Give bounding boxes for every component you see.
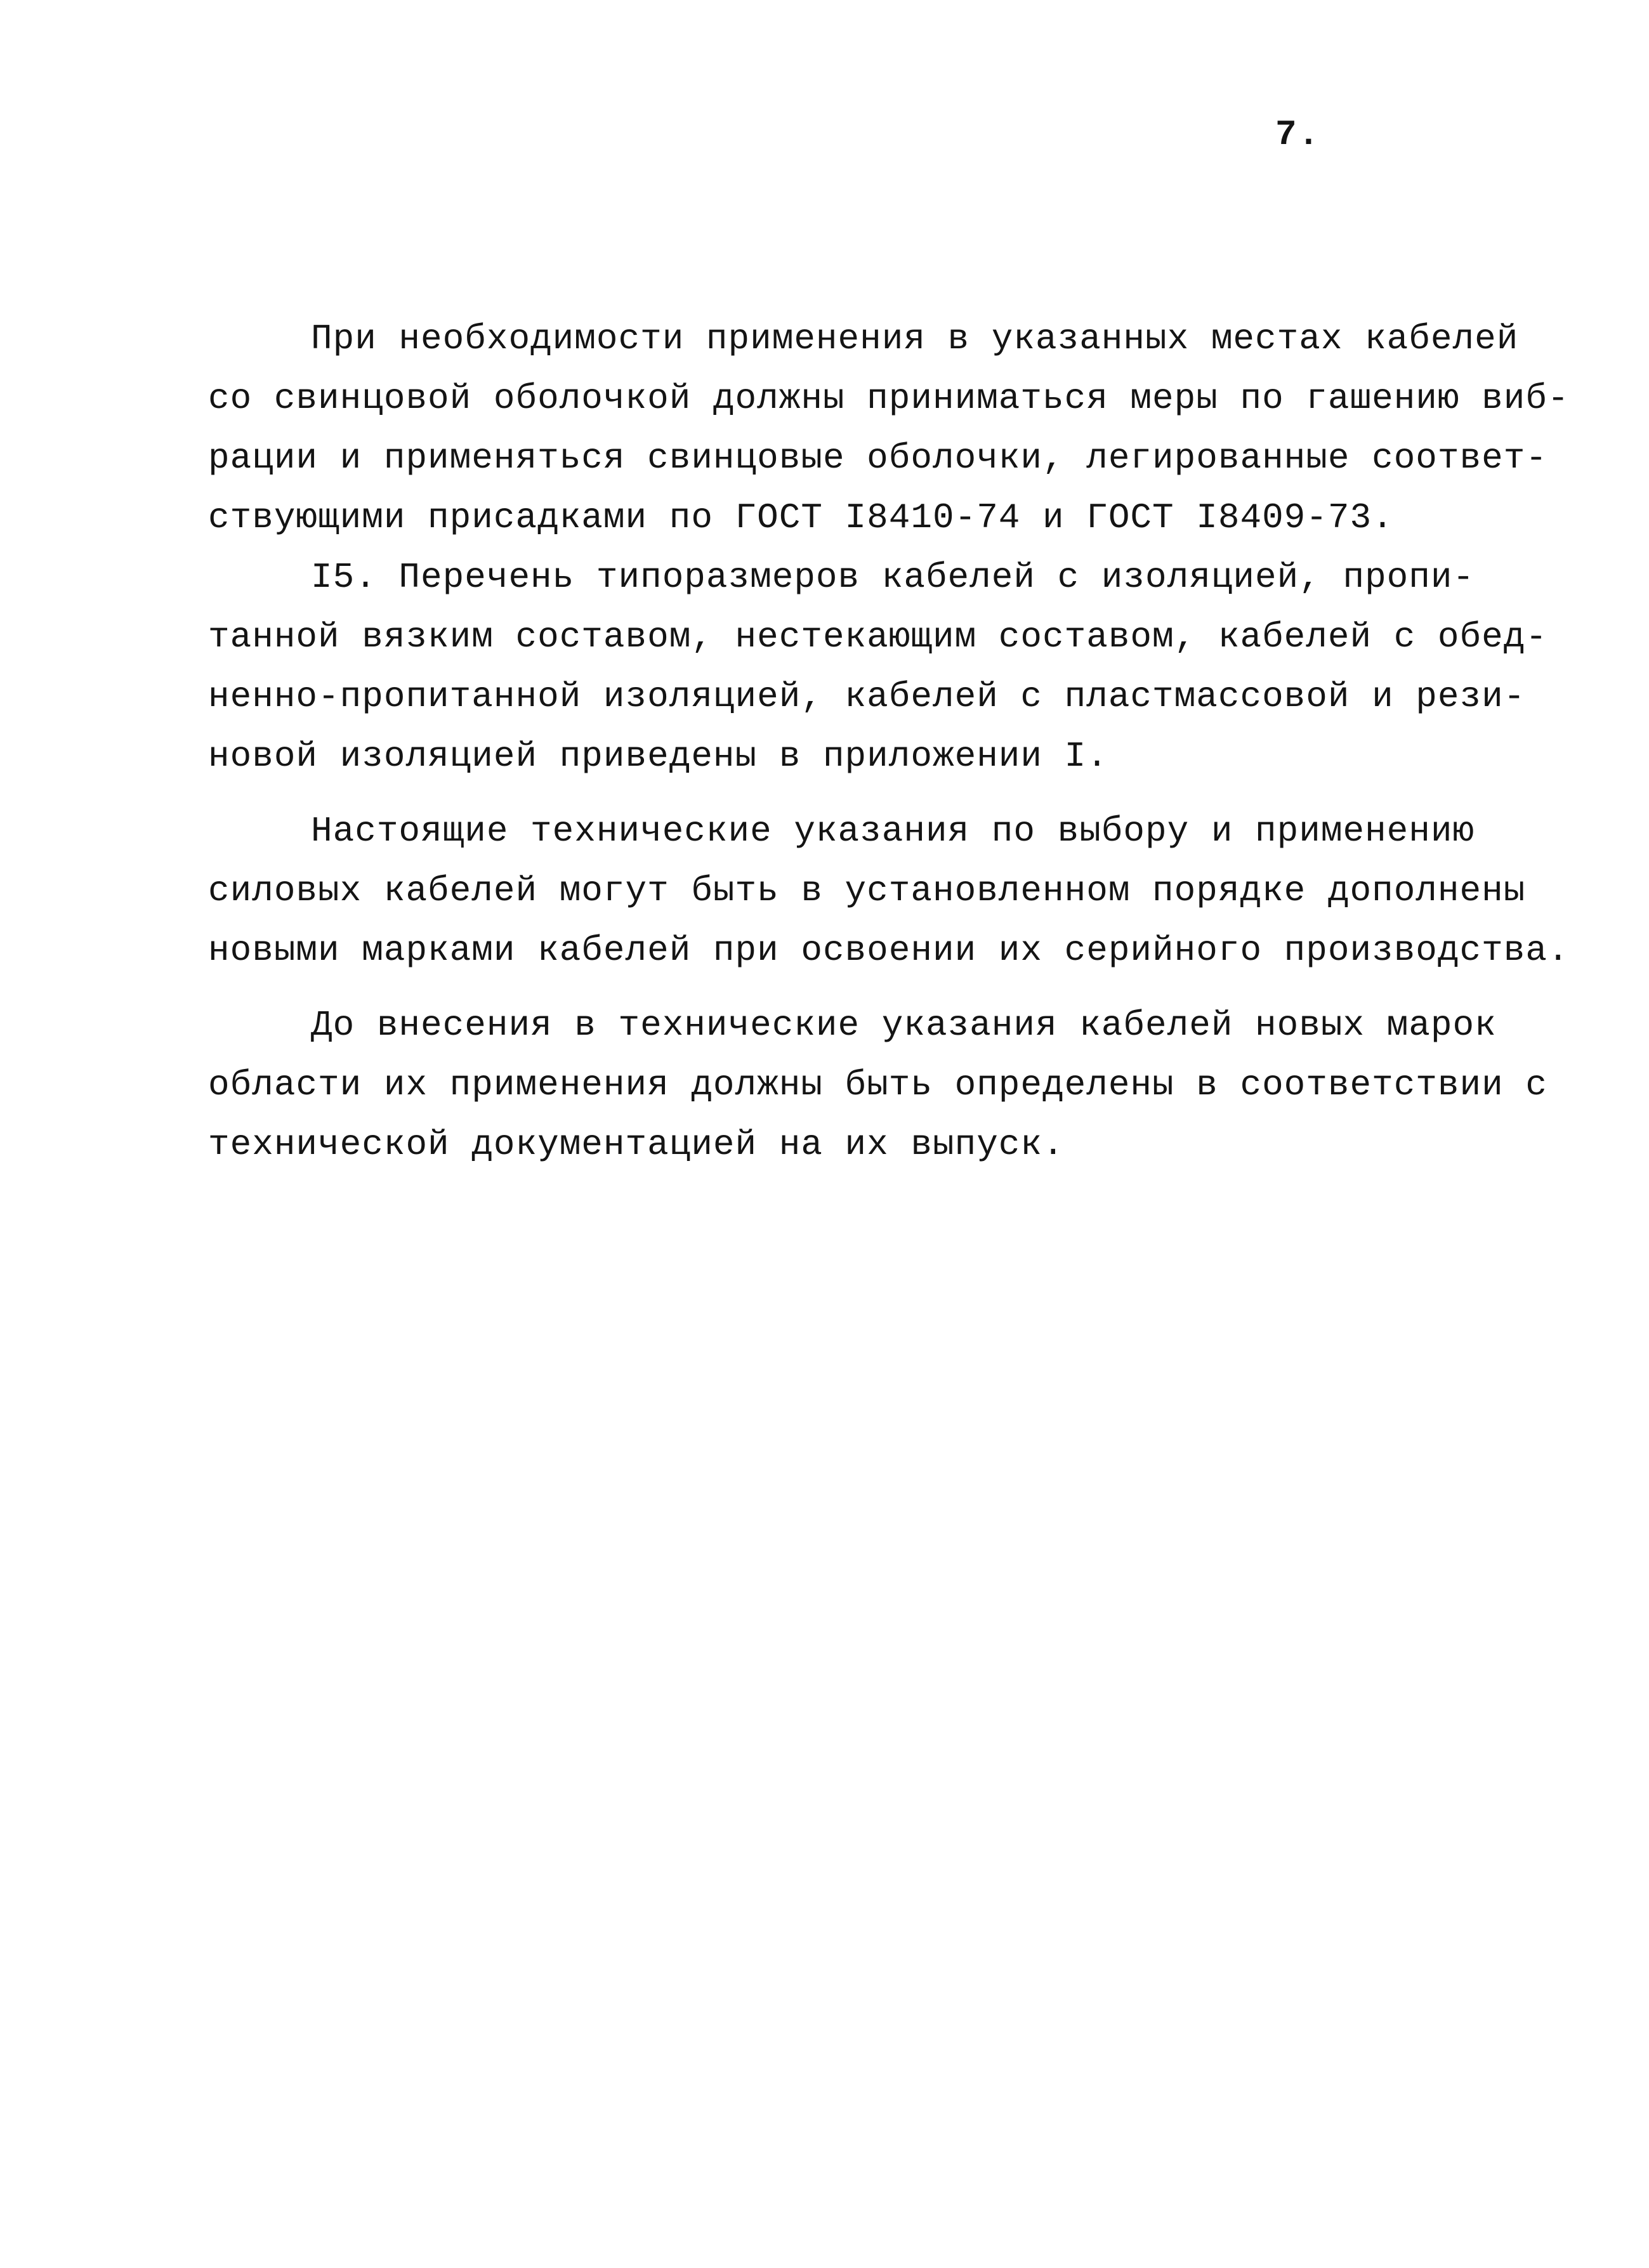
- text-line: I5. Перечень типоразмеров кабелей с изоляцией, пропи-: [311, 557, 1475, 598]
- text-line: Настоящие технические указания по выбору и применению: [311, 811, 1475, 851]
- text-line: танной вязким составом, нестекающим составом, кабелей с обед-: [208, 617, 1547, 657]
- text-line: новой изоляцией приведены в приложении I.: [208, 736, 1108, 777]
- text-line: силовых кабелей могут быть в установленном порядке дополнены: [208, 870, 1526, 911]
- text-line: ствующими присадками по ГОСТ I8410-74 и ГОСТ I8409-73.: [208, 497, 1394, 538]
- text-line: ненно-пропитанной изоляцией, кабелей с пластмассовой и рези-: [208, 676, 1526, 717]
- text-line: области их применения должны быть определены в соответствии с: [208, 1065, 1547, 1105]
- text-line: При необходимости применения в указанных местах кабелей: [311, 318, 1519, 359]
- text-line: со свинцовой оболочкой должны приниматься меры по гашению виб-: [208, 378, 1570, 419]
- text-line: новыми марками кабелей при освоении их серийного производства.: [208, 930, 1570, 971]
- text-line: технической документацией на их выпуск.: [208, 1124, 1065, 1165]
- page-number: 7.: [1275, 114, 1321, 155]
- text-line: рации и применяться свинцовые оболочки, легированные соответ-: [208, 438, 1547, 478]
- text-line: До внесения в технические указания кабелей новых марок: [311, 1005, 1497, 1046]
